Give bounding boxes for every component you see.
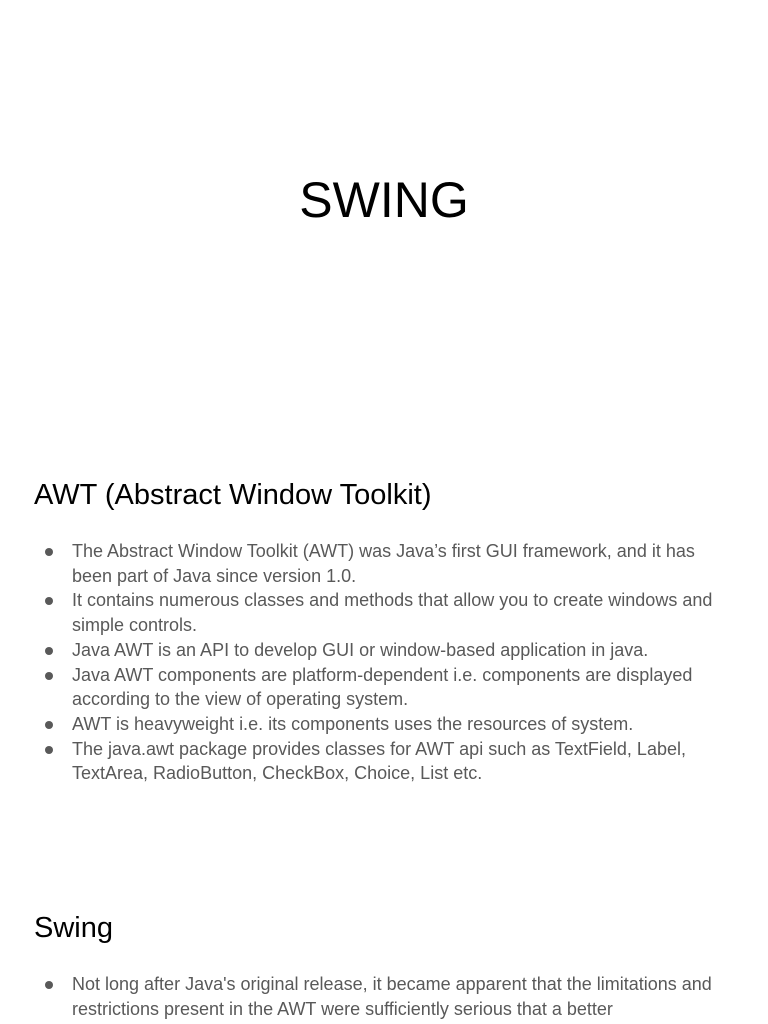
- list-item-text: The Abstract Window Toolkit (AWT) was Java’s first GUI framework, and it has been part of Java since version 1.0.: [72, 541, 695, 586]
- list-item-text: AWT is heavyweight i.e. its components uses the resources of system.: [72, 713, 634, 734]
- swing-bullet-list: [0, 972, 768, 1021]
- section-heading-awt: AWT (Abstract Window Toolkit): [34, 479, 432, 511]
- list-item-text: Java AWT components are platform-dependent i.e. components are displayed according to the view of operating system.: [72, 664, 693, 710]
- bullet-dot-icon: [45, 647, 53, 655]
- list-item: [0, 588, 768, 637]
- list-item-text: Java AWT is an API to develop GUI or window-based application in java.: [72, 639, 649, 660]
- bullet-dot-icon: [45, 981, 53, 989]
- list-item: [0, 712, 768, 737]
- list-item: [0, 539, 768, 588]
- bullet-dot-icon: [45, 721, 53, 729]
- list-item: [0, 972, 768, 1021]
- bullet-dot-icon: [45, 597, 53, 605]
- bullet-dot-icon: [45, 746, 53, 754]
- list-item-text: Not long after Java's original release, it became apparent that the limitations and restrictions present in the AWT were sufficiently serious that a better: [72, 974, 712, 1019]
- list-item-text: The java.awt package provides classes for AWT api such as TextField, Label, TextArea, RadioButton, CheckBox, Choice, List etc.: [72, 738, 686, 784]
- slide-title: SWING: [299, 172, 469, 228]
- list-item: [0, 663, 768, 712]
- list-item: [0, 737, 768, 786]
- bullet-dot-icon: [45, 548, 53, 556]
- awt-bullet-list: [0, 539, 768, 786]
- section-heading-swing: Swing: [34, 912, 113, 944]
- list-item: [0, 638, 768, 663]
- list-item-text: It contains numerous classes and methods that allow you to create windows and simple controls.: [72, 590, 713, 636]
- bullet-dot-icon: [45, 672, 53, 680]
